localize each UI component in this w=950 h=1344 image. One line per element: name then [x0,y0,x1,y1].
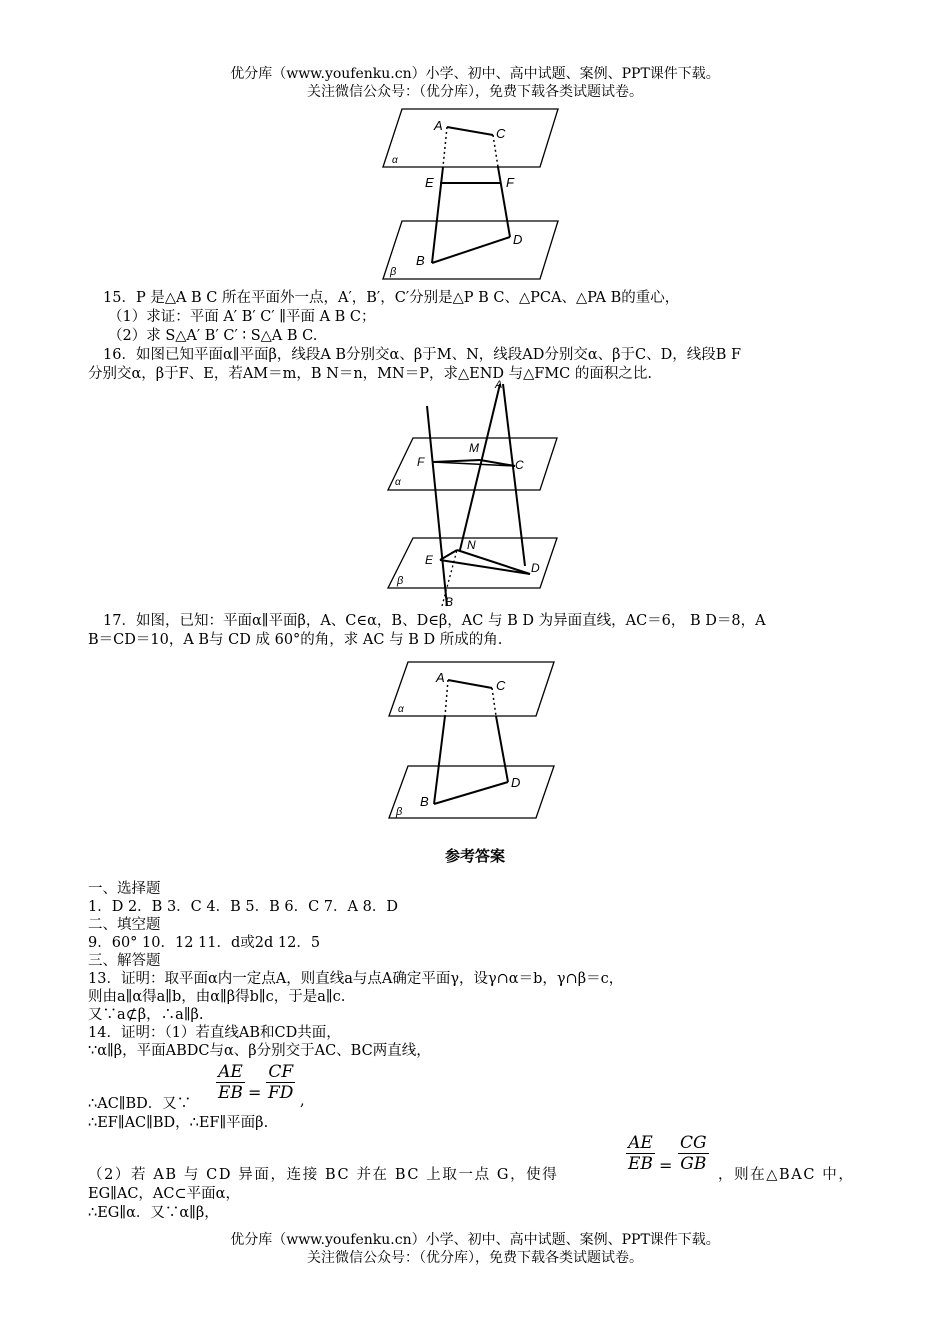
fig2-label-a: A [495,379,503,391]
fraction-denominator: EB [628,1154,653,1174]
fig2-label-m: M [469,441,479,455]
fig3-label-d: D [511,775,521,790]
answer14-line2: ∵α∥β，平面ABDC与α、β分别交于AC、BC两直线， [88,1043,431,1059]
page-footer-line2: 关注微信公众号：（优分库），免费下载各类试题试卷。 [307,1250,643,1266]
fig2-label-f: F [417,455,425,469]
figure-planes-2 [385,378,560,610]
answer14-line7: ∴EG∥α．又∵α∥β， [88,1205,219,1221]
fraction-denominator: FD [268,1083,294,1103]
fig2-label-c: C [515,458,524,472]
page-header-line1: 优分库（www.youfenku.cn）小学、初中、高中试题、案例、PPT课件下载。 [230,66,720,82]
answer14-line5: （2）若 AB 与 CD 异面，连接 BC 并在 BC 上取一点 G，使得 [88,1167,559,1183]
q15-line1: 15．P 是△A B C 所在平面外一点，A′，B′，C′分别是△P B C、△PCA、△PA B的重心， [103,290,680,306]
fig3-label-a: A [436,670,445,685]
page-footer-line1: 优分库（www.youfenku.cn）小学、初中、高中试题、案例、PPT课件下载。 [230,1232,720,1248]
fig2-label-b: B [445,595,454,609]
q15-line3: （2）求 S△A′ B′ C′ ∶ S△A B C. [108,328,318,344]
answer14-line6: EG∥AC，AC⊂平面α， [88,1186,240,1202]
fraction-numerator: CF [266,1062,295,1083]
fig2-label-beta: β [397,575,404,587]
fraction-cf-fd [266,1062,295,1103]
fig1-label-e: E [425,175,434,190]
answer14-line3-comma: , [300,1093,305,1109]
answers-title: 参考答案 [444,847,505,865]
fig2-label-n: N [467,538,476,552]
q17-line2: B＝CD＝10，A B与 CD 成 60°的角，求 AC 与 B D 所成的角. [88,632,503,648]
answers-section2: 二、填空题 [88,917,161,933]
fig3-label-b: B [420,794,429,809]
answers-fill: 9．60° 10．12 11．d或2d 12．5 [88,935,321,951]
fig1-label-a: A [434,118,443,133]
fig1-label-c: C [496,126,506,141]
fig1-label-alpha: α [392,155,398,166]
fig1-label-b: B [416,253,425,268]
figure-planes-3 [386,660,558,826]
fig3-label-beta: β [396,806,403,818]
fig3-label-alpha: α [398,704,404,715]
fraction-numerator: AE [216,1062,245,1083]
answer14-line4: ∴EF∥AC∥BD，∴EF∥平面β. [88,1115,269,1131]
fraction-ae-eb [216,1062,245,1103]
fig3-label-c: C [496,678,506,693]
fraction-numerator: AE [626,1133,655,1154]
fraction-denominator: GB [680,1154,707,1174]
answer13-line2: 则由a∥α得a∥b，由α∥β得b∥c，于是a∥c. [88,989,346,1005]
fraction-numerator: CG [680,1133,707,1153]
answer14-line5-tail: ，则在△BAC 中， [718,1167,855,1183]
answers-section1: 一、选择题 [88,881,161,897]
answer14-line3: ∴AC∥BD．又∵ [88,1096,192,1112]
page-header-line2: 关注微信公众号：（优分库），免费下载各类试题试卷。 [307,84,643,100]
equals-sign: = [248,1083,262,1102]
fig1-label-beta: β [390,266,397,278]
answer14-line1: 14．证明：（1）若直线AB和CD共面， [88,1025,341,1041]
fig2-label-alpha: α [395,477,401,488]
figure-planes-1 [380,105,570,283]
fraction-cg-gb [678,1133,709,1174]
equals-sign: = [659,1156,673,1175]
fig1-label-d: D [513,232,523,247]
answer13-line3: 又∵a⊄β，∴a∥β. [88,1007,204,1023]
answer13-line1: 13．证明：取平面α内一定点A，则直线a与点A确定平面γ，设γ∩α＝b，γ∩β＝c， [88,971,624,987]
answers-section3: 三、解答题 [88,953,161,969]
fig2-label-d: D [531,561,540,575]
fig1-label-f: F [506,175,514,190]
q17-line1: 17．如图，已知：平面α∥平面β，A、C∈α，B、D∈β，AC 与 B D 为异面直线，AC＝6， B D＝8，A [103,613,766,629]
q16-line1: 16．如图已知平面α∥平面β，线段A B分别交α、β于M、N，线段AD分别交α、β于C、D，线段B F [103,347,742,363]
fraction-denominator: EB [218,1083,243,1103]
q16-line2: 分别交α，β于F、E，若AM＝m，B N＝n，MN＝P，求△END 与△FMC 的面积之比. [88,366,652,382]
answers-choice: 1．D 2．B 3．C 4．B 5．B 6．C 7．A 8．D [88,899,398,915]
fraction-ae-eb-2 [626,1133,655,1174]
fig2-label-e: E [425,553,434,567]
q15-line2: （1）求证：平面 A′ B′ C′ ∥平面 A B C； [108,309,376,325]
